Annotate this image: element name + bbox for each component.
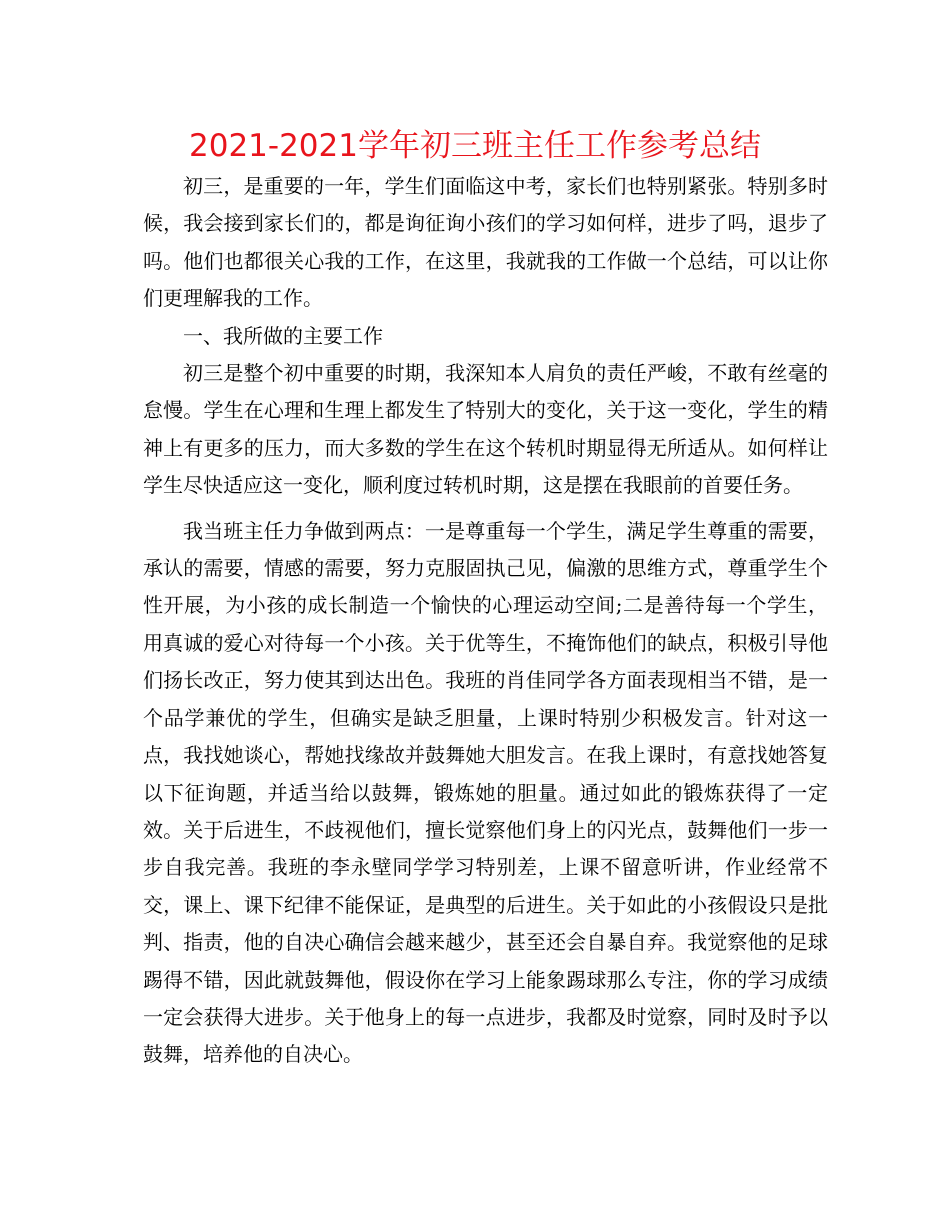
section-heading: 一、我所做的主要工作 bbox=[183, 323, 383, 348]
paragraph-intro: 初三，是重要的一年，学生们面临这中考，家长们也特别紧张。特别多时候，我会接到家长们的，都是询征询小孩们的学习如何样，进步了吗，退步了吗。他们也都很关心我的工作，在这里，我就我的工作做一个总结，可以让你们更理解我的工作。 bbox=[143, 174, 828, 311]
document-body bbox=[143, 168, 828, 1074]
paragraph-two-points: 我当班主任力争做到两点：一是尊重每一个学生，满足学生尊重的需要，承认的需要，情感的需要，努力克服固执己见，偏激的思维方式，尊重学生个性开展，为小孩的成长制造一个愉快的心理运动空间;二是善待每一个学生，用真诚的爱心对待每一个小孩。关于优等生，不掩饰他们的缺点，积极引导他们扬长改正，努力使其到达出色。我班的肖佳同学各方面表现相当不错，是一个品学兼优的学生，但确实是缺乏胆量，上课时特别少积极发言。针对这一点，我找她谈心，帮她找缘故并鼓舞她大胆发言。在我上课时，有意找她答复以下征询题，并适当给以鼓舞，锻炼她的胆量。通过如此的锻炼获得了一定效。关于后进生，不歧视他们，擅长觉察他们身上的闪光点，鼓舞他们一步一步自我完善。我班的李永壁同学学习特别差，上课不留意听讲，作业经常不交，课上、课下纪律不能保证，是典型的后进生。关于如此的小孩假设只是批判、指责，他的自决心确信会越来越少，甚至还会自暴自弃。我觉察他的足球踢得不错，因此就鼓舞他，假设你在学习上能象踢球那么专注，你的学习成绩一定会获得大进步。关于他身上的每一点进步，我都及时觉察，同时及时予以鼓舞，培养他的自决心。 bbox=[143, 518, 828, 1067]
document-title: 2021-2021学年初三班主任工作参考总结 bbox=[189, 128, 761, 164]
paragraph-main-work: 初三是整个初中重要的时期，我深知本人肩负的责任严峻，不敢有丝毫的怠慢。学生在心理和生理上都发生了特别大的变化，关于这一变化，学生的精神上有更多的压力，而大多数的学生在这个转机时期显得无所适从。如何样让学生尽快适应这一变化，顺利度过转机时期，这是摆在我眼前的首要任务。 bbox=[143, 361, 828, 498]
